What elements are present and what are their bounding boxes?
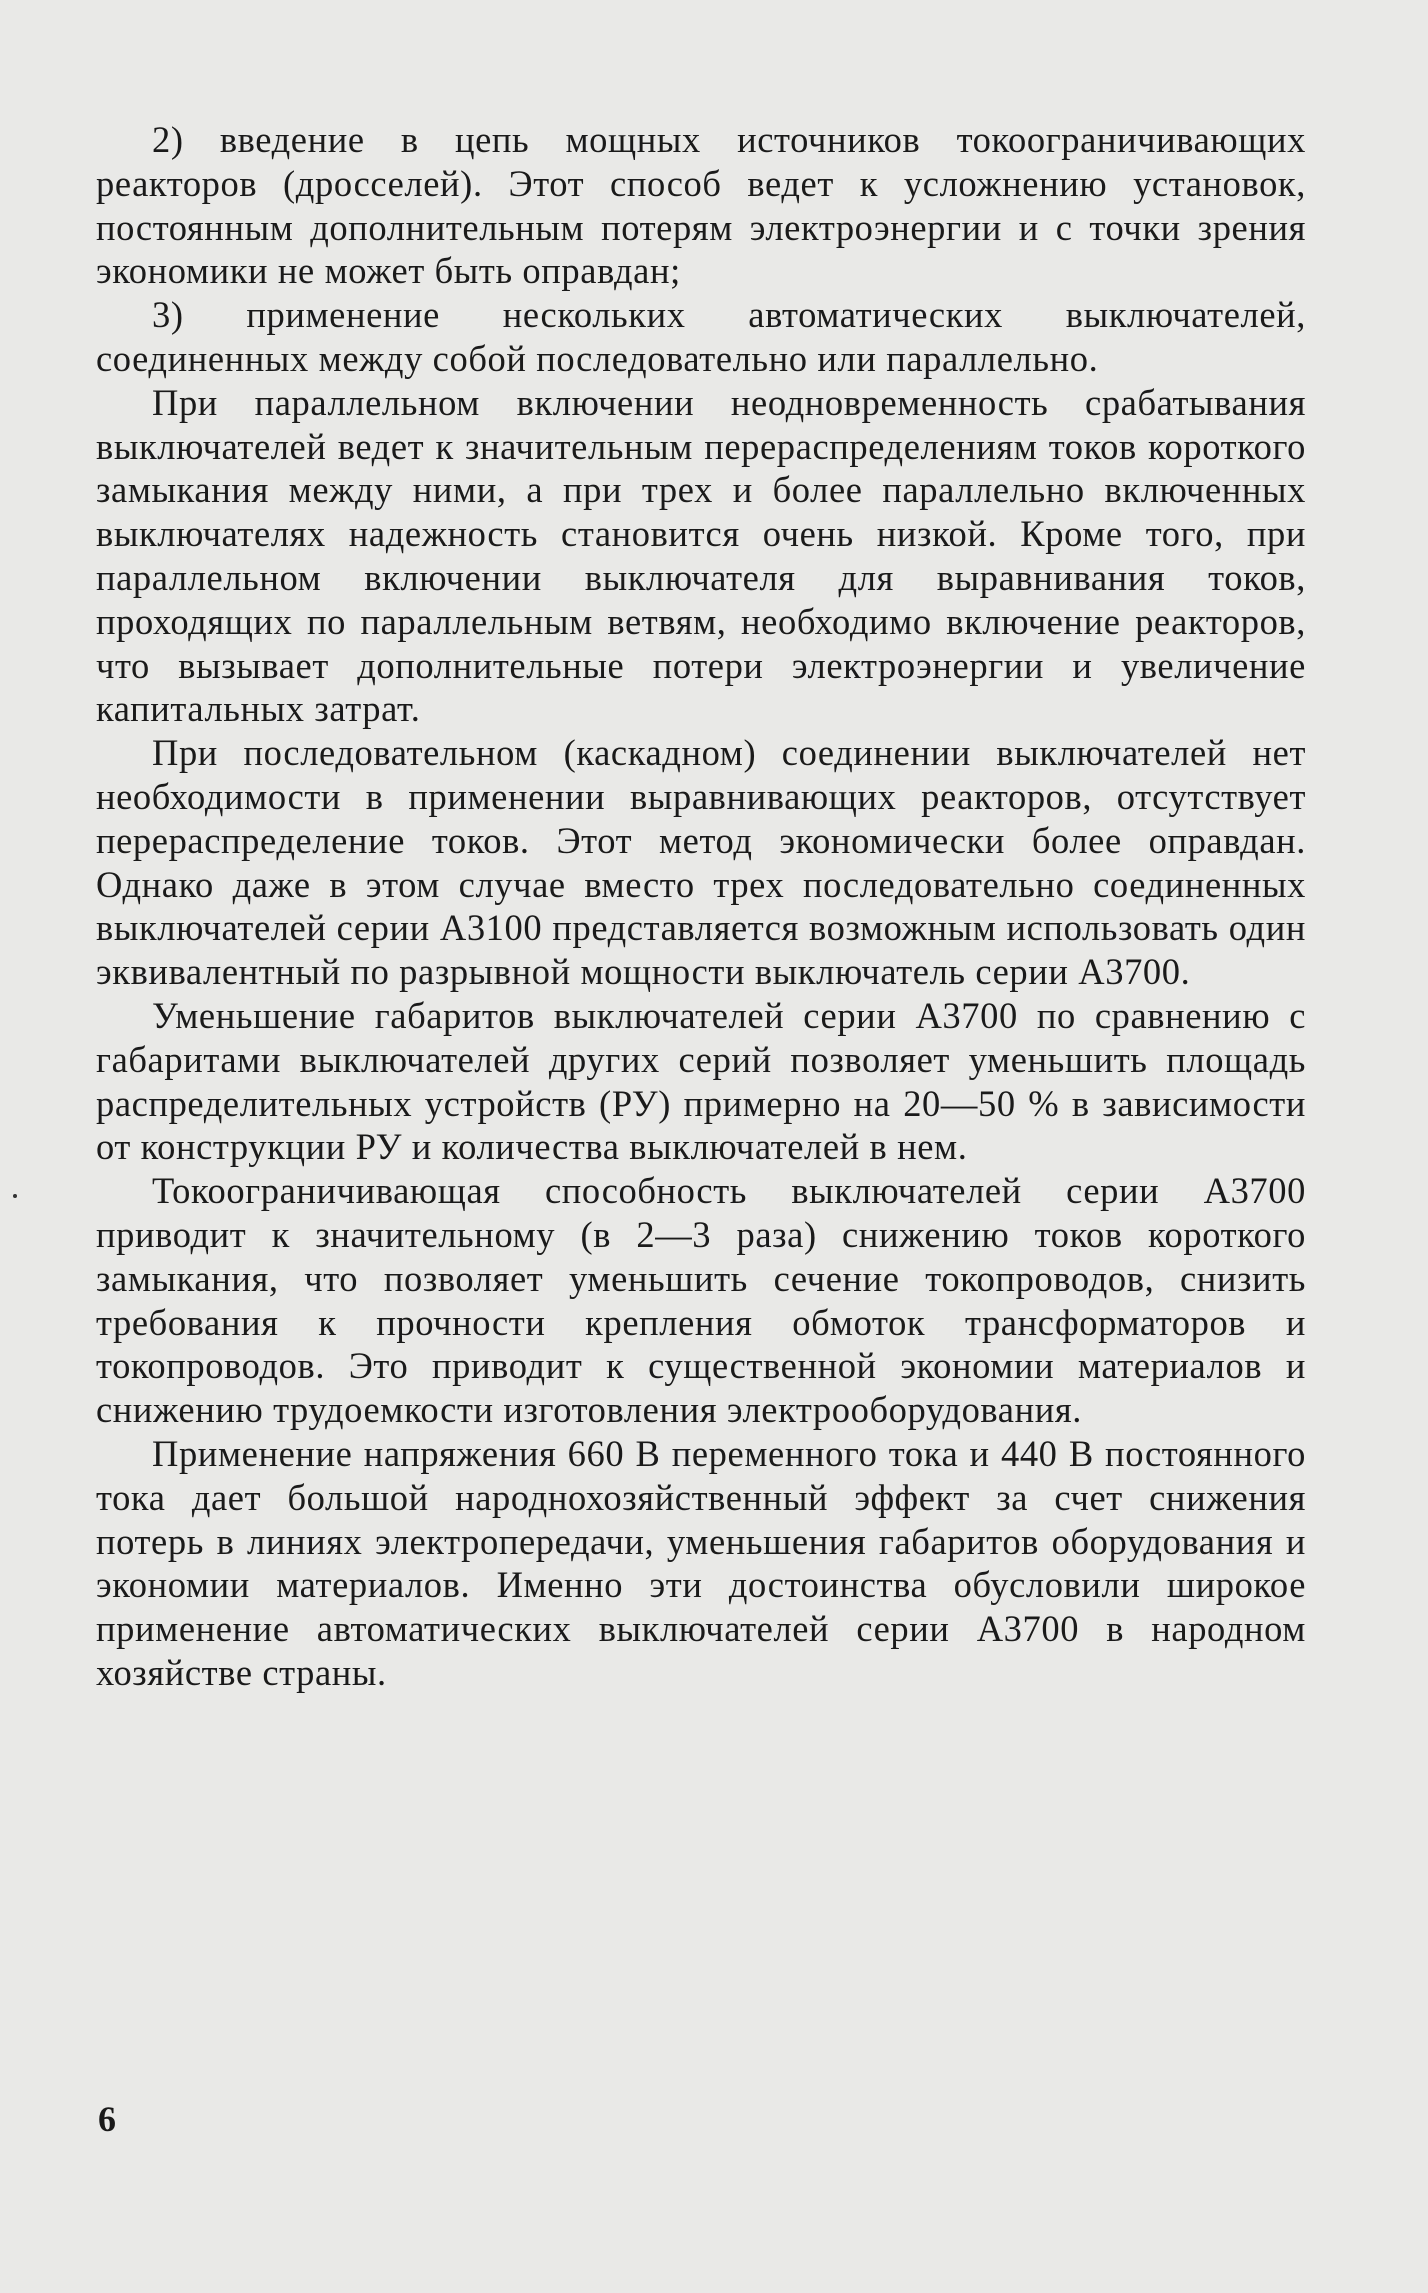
print-speck [13,1194,17,1198]
paragraph-dimensions: Уменьшение габаритов выключателей серии А3700 по сравнению с габаритами выключателей других серий позволяет уменьшить площадь распределительных устройств (РУ) примерно на 20—50 % в зависимости от конструкции РУ и количества выключателей в нем. [96,994,1306,1168]
paragraph-cascade-connection: При последовательном (каскадном) соединении выключателей нет необходимости в применении выравнивающих реакторов, отсутствует перераспределение токов. Этот метод экономически более оправдан. Однако даже в этом случае вместо трех последовательно соединенных выключателей серии А3100 представляется возможным использовать один эквивалентный по разрывной мощности выключатель серии А3700. [96,732,1306,993]
paragraph-item-3: 3) применение нескольких автоматических выключателей, соединенных между собой последовательно или параллельно. [96,294,1306,379]
page-number: 6 [98,2099,116,2139]
body-text [96,118,1306,1695]
paragraph-voltage: Применение напряжения 660 В переменного тока и 440 В постоянного тока дает большой народнохозяйственный эффект за счет снижения потерь в линиях электропередачи, уменьшения габаритов оборудования и экономии материалов. Именно эти достоинства обусловили широкое применение автоматических выключателей серии А3700 в народном хозяйстве страны. [96,1432,1306,1693]
paragraph-current-limiting: Токоограничивающая способность выключателей серии А3700 приводит к значительному (в 2—3 раза) снижению токов короткого замыкания, что позволяет уменьшить сечение токопроводов, снизить требования к прочности крепления обмоток трансформаторов и токопроводов. Это приводит к существенной экономии материалов и снижению трудоемкости изготовления электрооборудования. [96,1170,1306,1431]
paragraph-parallel-connection: При параллельном включении неодновременность срабатывания выключателей ведет к значительным перераспределениям токов короткого замыкания между ними, а при трех и более параллельно включенных выключателях надежность становится очень низкой. Кроме того, при параллельном включении выключателя для выравнивания токов, проходящих по параллельным ветвям, необходимо включение реакторов, что вызывает дополнительные потери электроэнергии и увеличение капитальных затрат. [96,381,1306,730]
paragraph-item-2: 2) введение в цепь мощных источников токоограничивающих реакторов (дросселей). Этот способ ведет к усложнению установок, постоянным дополнительным потерям электроэнергии и с точки зрения экономики не может быть оправдан; [96,119,1306,292]
